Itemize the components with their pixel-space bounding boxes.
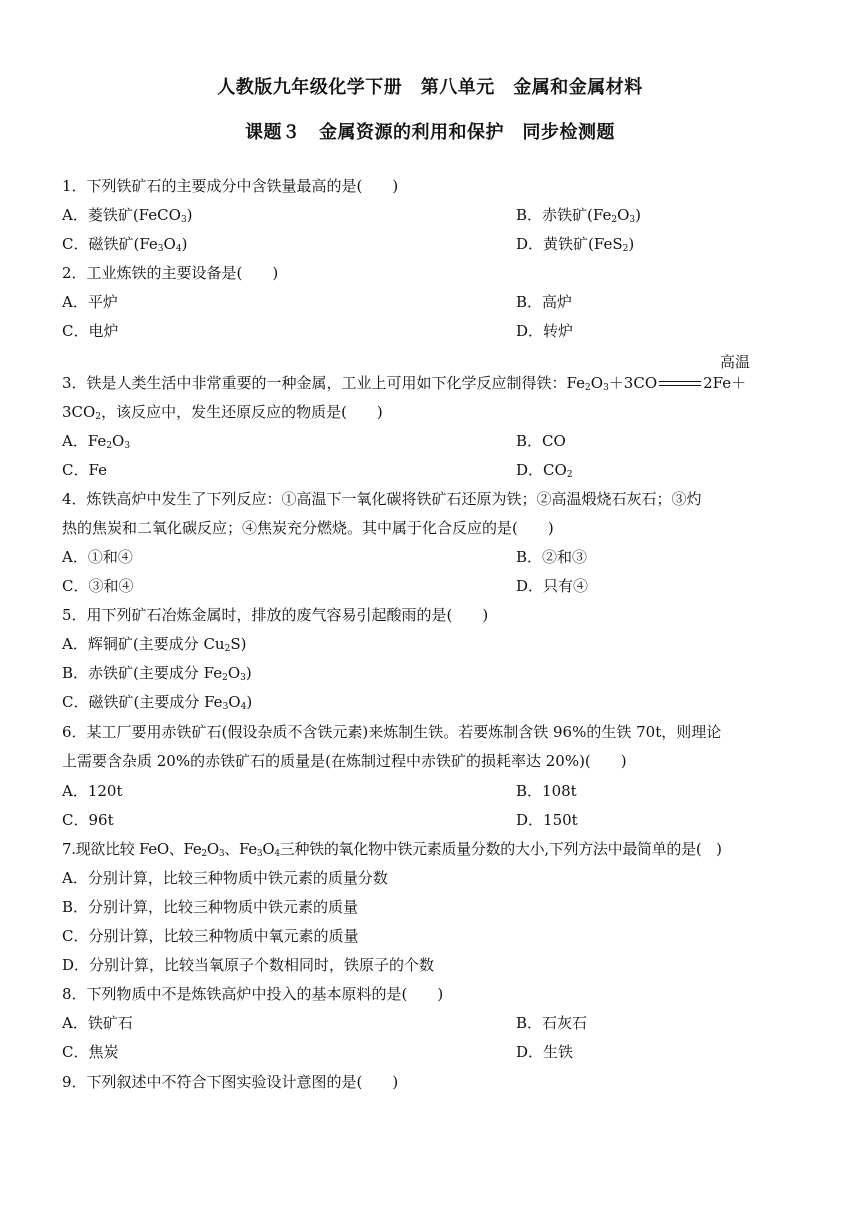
question-4-option-c: C．③和④ [62,577,134,595]
question-6-option-a: A．120t [62,782,123,800]
question-4-option-b: B．②和③ [516,548,588,566]
question-3-stem-line-1: 3．铁是人类生活中非常重要的一种金属，工业上可用如下化学反应制得铁：$Fe_2O_3+3CO$ 2Fe＋ [62,374,747,393]
question-8-option-a: A．铁矿石 [62,1014,133,1032]
question-3-option-a: A．$Fe_2O_3$ [62,432,131,451]
question-1-option-b: B．赤铁矿$(Fe_2O_3)$ [516,206,641,225]
page-title: 人教版九年级化学下册 第八单元 金属和金属材料 [217,77,643,98]
question-7-option-c: C．分别计算，比较三种物质中氧元素的质量 [62,927,359,945]
question-1-option-a: A．菱铁矿(FeCO$_3$) [62,206,193,225]
question-2-option-b: B．高炉 [516,293,573,311]
question-9-stem: 9．下列叙述中不符合下图实验设计意图的是( ) [62,1073,399,1091]
question-6-stem-line-2: 上需要含杂质 20%的赤铁矿石的质量是(在炼制过程中赤铁矿的损耗率达 20%)( ) [62,752,627,770]
question-4-option-a: A．①和④ [62,548,133,566]
question-5-option-a: A．辉铜矿(主要成分 $Cu_2S$) [62,635,247,654]
question-7-stem: 7.现欲比较 FeO、$Fe_2O_3$、$Fe_3O_4$三种铁的氧化物中铁元素质量分数的大小,下列方法中最简单的是( ) [62,840,722,859]
question-1-option-d: D．黄铁矿(FeS$_2$) [516,235,635,254]
question-4-stem-line-2: 热的焦炭和二氧化碳反应；④焦炭充分燃烧。其中属于化合反应的是( ) [62,519,554,537]
question-6-option-d: D．150t [516,811,578,829]
question-8-stem: 8．下列物质中不是炼铁高炉中投入的基本原料的是( ) [62,985,444,1003]
page-subtitle: 课题３ 金属资源的利用和保护 同步检测题 [245,122,615,143]
question-5-option-b: B．赤铁矿(主要成分 $Fe_2O_3$) [62,664,252,683]
question-3-option-c: C．Fe [62,461,107,479]
question-7-option-b: B．分别计算，比较三种物质中铁元素的质量 [62,898,359,916]
question-6-option-c: C．96t [62,811,114,829]
question-2-stem: 2．工业炼铁的主要设备是( ) [62,264,279,282]
question-6-option-b: B．108t [516,782,577,800]
question-7-option-a: A．分别计算，比较三种物质中铁元素的质量分数 [62,869,388,887]
question-1-option-c: C．磁铁矿$(Fe_3O_4)$ [62,235,188,254]
question-1-stem: 1．下列铁矿石的主要成分中含铁量最高的是( ) [62,177,399,195]
question-6-stem-line-1: 6．某工厂要用赤铁矿石(假设杂质不含铁元素)来炼制生铁。若要炼制含铁 96%的生铁 70t，则理论 [62,723,722,741]
question-5-option-c: C．磁铁矿(主要成分 $Fe_3O_4$) [62,693,253,712]
question-4-stem-line-1: 4．炼铁高炉中发生了下列反应：①高温下一氧化碳将铁矿石还原为铁；②高温煅烧石灰石；③灼 [62,490,702,508]
question-3-stem-line-2: $3CO_2$，该反应中，发生还原反应的物质是( ) [62,403,383,422]
question-3-option-b: B．CO [516,432,566,450]
question-3-option-d: D．$CO_2$ [516,461,573,480]
equals-sign-icon [657,379,703,389]
question-8-option-b: B．石灰石 [516,1014,588,1032]
question-8-option-c: C．焦炭 [62,1043,119,1061]
question-2-option-d: D．转炉 [516,322,574,340]
question-4-option-d: D．只有④ [516,577,589,595]
question-2-option-a: A．平炉 [62,293,118,311]
question-2-option-c: C．电炉 [62,322,119,340]
question-5-stem: 5．用下列矿石冶炼金属时，排放的废气容易引起酸雨的是( ) [62,606,489,624]
reaction-condition: 高温 [720,353,751,371]
question-8-option-d: D．生铁 [516,1043,574,1061]
question-7-option-d: D．分别计算，比较当氧原子个数相同时，铁原子的个数 [62,956,435,974]
